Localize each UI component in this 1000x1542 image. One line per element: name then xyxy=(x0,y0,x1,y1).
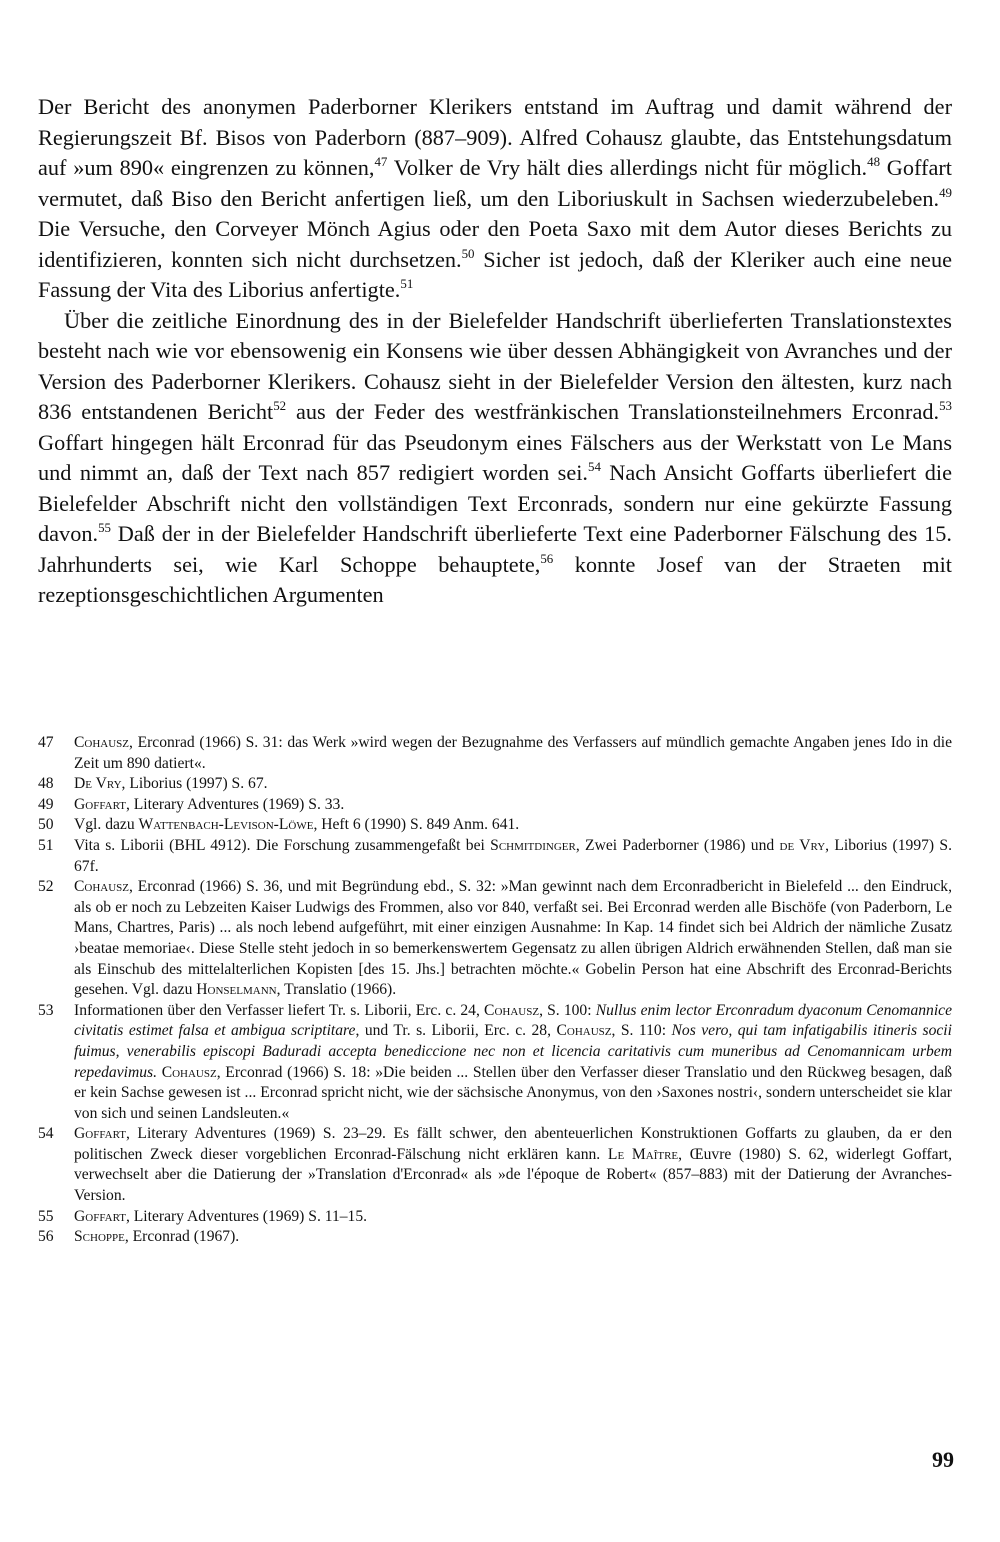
footnote-number: 53 xyxy=(38,1001,54,1019)
footnote-55 xyxy=(38,1207,952,1228)
text-run: , Erconrad (1966) S. 31: das Werk »wird wegen der Bezugnahme des Verfassers auf mündlich gemachte Angaben jenes Ido in die Zeit um 890 datiert«. xyxy=(74,734,952,772)
author-name: Cohausz xyxy=(484,1001,540,1019)
footnote-number: 49 xyxy=(38,795,54,813)
text-run: Über die zeitliche Einordnung des in der Bielefelder Handschrift überlieferten Translationstextes besteht nach wie vor ebensowenig ein Konsens wie über dessen Abhängigkeit von Avranches und der Version des Paderborner Klerikers. Cohausz sieht in der Bielefelder Version den ältesten, kurz nach 836 entstandenen Bericht xyxy=(38,307,952,424)
text-run: Der Bericht des anonymen Paderborner Klerikers entstand im Auftrag und damit während der Regierungszeit Bf. Bisos von Paderborn (887–909). Alfred Cohausz glaubte, das Entstehungsdatum auf »um 890« eingrenzen zu können, xyxy=(38,94,952,180)
footnote-text xyxy=(74,733,952,774)
footnote-reference[interactable]: 48 xyxy=(867,153,881,169)
footnote-54 xyxy=(38,1124,952,1206)
footnote-reference[interactable]: 53 xyxy=(939,397,952,413)
text-run: Sicher ist jedoch, daß der Kleriker auch eine neue Fassung der Vita des Liborius anfertigte. xyxy=(38,246,952,302)
latin-quote: Nos vero, qui tam infatigabilis itineris socii fuimus, venerabilis episcopi Baduradi accepta benediccione nec non et licencia caritativis cum muneribus ad Cenomannicam urbem repedavimus. xyxy=(74,1022,952,1081)
footnote-reference[interactable]: 49 xyxy=(939,184,952,200)
author-name: Cohausz xyxy=(74,734,130,751)
footnote-text xyxy=(74,1001,952,1125)
footnote-number: 48 xyxy=(38,775,54,793)
text-run: , Liborius (1997) S. 67. xyxy=(121,775,268,793)
author-name: Goffart xyxy=(74,1125,126,1143)
footnote-text xyxy=(74,1227,952,1248)
text-run: Die Versuche, den Corveyer Mönch Agius oder den Poeta Saxo mit dem Autor dieses Berichts zu identifizieren, konnten sich nicht durchsetzen. xyxy=(38,216,952,272)
footnote-52 xyxy=(38,877,952,1001)
footnote-reference[interactable]: 56 xyxy=(540,550,554,566)
footnote-number: 56 xyxy=(38,1228,54,1246)
paragraph xyxy=(38,306,952,611)
footnote-text xyxy=(74,836,952,877)
author-name: Goffart xyxy=(74,795,126,813)
footnote-53 xyxy=(38,1001,952,1125)
footnotes xyxy=(38,733,952,1248)
footnote-56 xyxy=(38,1227,952,1248)
author-name: Honselmann xyxy=(196,981,277,999)
text-run: Vita s. Liborii (BHL 4912). Die Forschung zusammengefaßt bei xyxy=(74,836,491,854)
latin-quote: Nullus enim lector Erconradum dyaconum Cenomannice civitatis estimet falsa et ambigua scriptitare xyxy=(74,1001,953,1040)
author-name: Cohausz xyxy=(556,1022,612,1040)
text-run: , Œuvre (1980) S. 62, widerlegt Goffart, verwechselt aber die Datierung der »Translation d'Erconrad« als »de l'époque de Robert« (857–883) mit der Datierung der Avranches-Version. xyxy=(74,1145,952,1205)
footnote-text xyxy=(74,1124,952,1206)
text-run: , S. 110: xyxy=(611,1022,672,1040)
text-run: , Erconrad (1966) S. 36, und mit Begründung ebd., S. 32: »Man gewinnt nach dem Erconradbericht in Bielefeld ... den Eindruck, als ob er noch zu Lebzeiten Kaiser Ludwigs des Frommen, also vor 840, verfaßt sei. Bei Erconrad werden alle Bischöfe (von Paderborn, Le Mans, Chartres, Paris) ... als noch lebend aufgeführt, mit einer einzigen Ausnahme: In Kap. 14 findet sich bei Aldrich der nämliche Zusatz ›beatae memoriae‹. Diese Stelle steht jedoch in so bemerkenswertem Gegensatz zu allen übrigen Aldrich erwähnenden Stellen, daß man sie als Einschub des mittelalterlichen Kopisten [des 15. Jhs.] betrachten möchte.« Gobelin Person hat eine Abschrift des Erconrad-Berichts gesehen. Vgl. dazu xyxy=(74,878,952,999)
footnote-text xyxy=(74,1207,952,1228)
author-name: Cohausz xyxy=(161,1063,217,1081)
text-run: , Translatio (1966). xyxy=(276,981,397,999)
footnote-number: 47 xyxy=(38,734,54,751)
author-name: de Vry xyxy=(779,836,826,854)
footnote-number: 52 xyxy=(38,878,54,896)
text-run: Nach Ansicht Goffarts überliefert die Bielefelder Abschrift nicht den vollständigen Text Erconrads, sondern nur eine gekürzte Fassung davon. xyxy=(38,460,952,546)
footnote-text xyxy=(74,774,952,795)
footnote-reference[interactable]: 47 xyxy=(374,153,388,169)
author-name: Schoppe xyxy=(74,1228,125,1246)
text-run: , Erconrad (1966) S. 18: »Die beiden ... Stellen über den Verfasser dieser Translatio und den Rückweg besagen, daß er kein Sachse gewesen ist ... Erconrad spricht nicht, wie der sächsische Anonymus, von den ›Saxones nostri‹, sondern unterscheidet sie klar von sich und seinen Landsleuten.« xyxy=(74,1063,952,1122)
footnote-50 xyxy=(38,815,952,836)
main-text xyxy=(38,92,952,611)
text-run: , Zwei Paderborner (1986) und xyxy=(575,836,780,854)
text-run: Vgl. dazu xyxy=(74,816,139,834)
footnote-number: 50 xyxy=(38,816,54,834)
author-name: De Vry xyxy=(74,775,122,793)
text-run: Daß der in der Bielefelder Handschrift überlieferte Text eine Paderborner Fälschung des 15. Jahrhunderts sei, wie Karl Schoppe behauptete, xyxy=(38,521,952,577)
author-name: Le Maître xyxy=(607,1145,679,1163)
footnote-reference[interactable]: 54 xyxy=(587,458,601,474)
text-run: , Literary Adventures (1969) S. 11–15. xyxy=(125,1207,368,1225)
footnote-51 xyxy=(38,836,952,877)
author-name: Goffart xyxy=(74,1207,126,1225)
text-run: , Liborius (1997) S. 67f. xyxy=(74,836,952,875)
text-run: Volker de Vry hält dies allerdings nicht für möglich. xyxy=(387,155,868,180)
footnote-48 xyxy=(38,774,952,795)
footnote-text xyxy=(74,795,952,816)
text-run: konnte Josef van der Straeten mit rezeptionsgeschichtlichen Argumenten xyxy=(38,551,953,607)
footnote-47 xyxy=(38,733,952,774)
text-run: , und Tr. s. Liborii, Erc. c. 28, xyxy=(355,1022,557,1040)
footnote-number: 54 xyxy=(38,1125,54,1143)
text-run: , Literary Adventures (1969) S. 33. xyxy=(125,795,345,813)
footnote-text xyxy=(74,815,952,836)
author-name: Schmitdinger xyxy=(490,836,576,854)
footnote-number: 55 xyxy=(38,1207,54,1225)
text-run: , Erconrad (1967). xyxy=(124,1228,240,1246)
text-run: Informationen über den Verfasser liefert Tr. s. Liborii, Erc. c. 24, xyxy=(74,1001,485,1019)
text-run: , Literary Adventures (1969) S. 23–29. Es fällt schwer, den abenteuerlichen Konstruktionen Goffarts zu glauben, da er den politischen Zweck dieser vorgeblichen Erconrad-Fälschung nicht erklären kann. xyxy=(74,1125,952,1163)
footnote-number: 51 xyxy=(38,836,54,854)
footnote-49 xyxy=(38,795,952,816)
author-name: Wattenbach-Levison-Löwe xyxy=(138,816,314,834)
text-run: aus der Feder des westfränkischen Translationsteilnehmers Erconrad. xyxy=(286,399,940,424)
text-run: Goffart hingegen hält Erconrad für das Pseudonym eines Fälschers aus der Werkstatt von Le Mans und nimmt an, daß der Text nach 857 redigiert worden sei. xyxy=(38,429,952,485)
text-run: , Heft 6 (1990) S. 849 Anm. 641. xyxy=(313,816,520,834)
page-number: 99 xyxy=(932,1447,954,1472)
paragraph xyxy=(38,92,952,306)
footnote-reference[interactable]: 51 xyxy=(400,275,414,291)
text-run: , S. 100: xyxy=(539,1001,596,1019)
footnote-reference[interactable]: 50 xyxy=(461,245,475,261)
text-run: Goffart vermutet, daß Biso den Bericht anfertigen ließ, um den Liboriuskult in Sachsen wiederzubeleben. xyxy=(38,155,952,211)
author-name: Cohausz xyxy=(74,878,130,896)
footnote-reference[interactable]: 55 xyxy=(98,519,111,535)
footnote-reference[interactable]: 52 xyxy=(273,397,287,413)
footnote-text xyxy=(74,877,952,1001)
